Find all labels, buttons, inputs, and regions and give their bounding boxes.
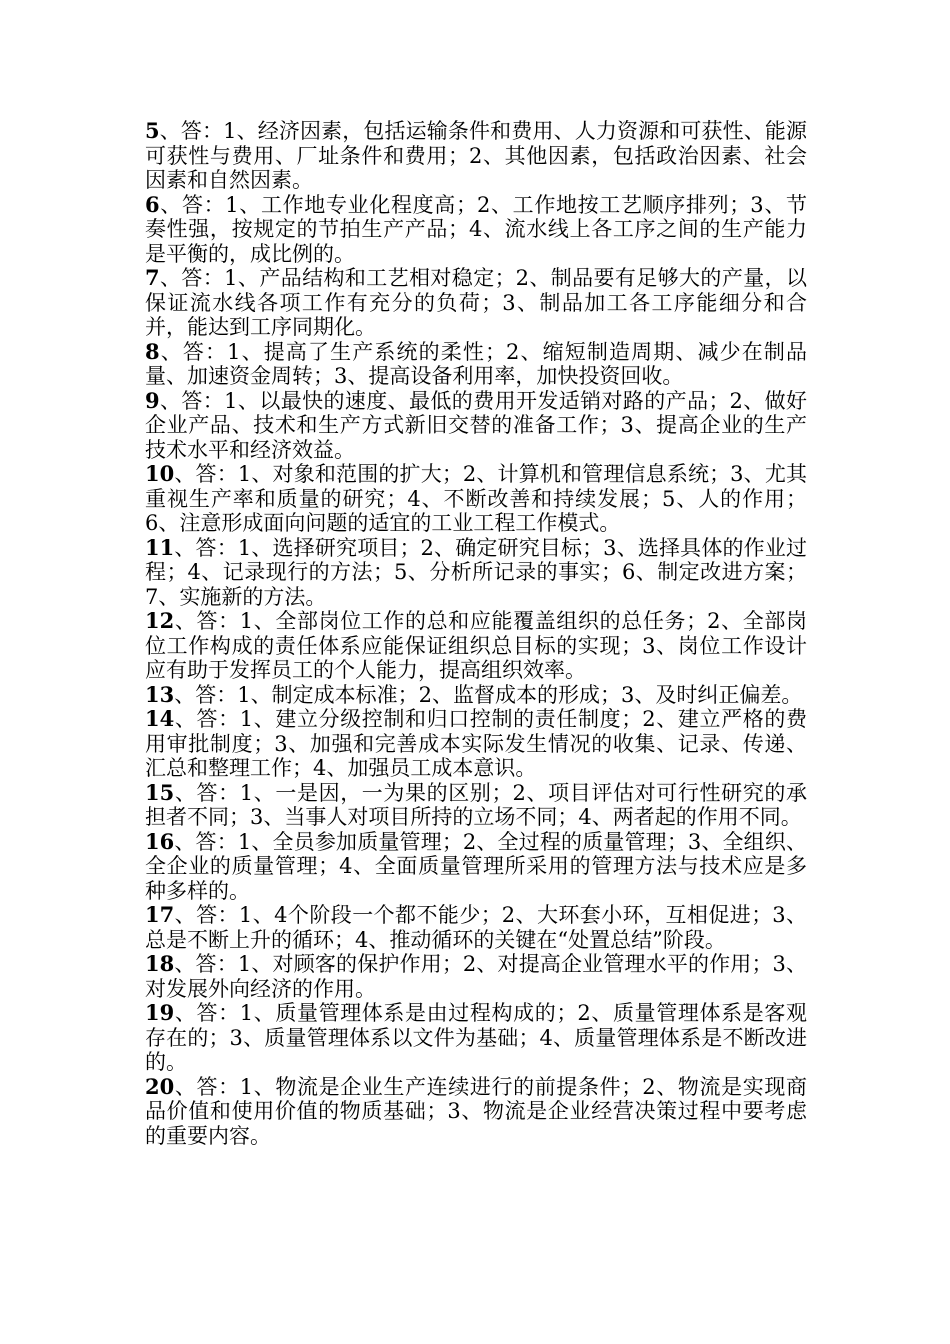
answer-text: 、答：1、制定成本标准；2、监督成本的形成；3、及时纠正偏差。 (174, 682, 803, 707)
answer-number: 17 (145, 902, 175, 927)
answer-number: 20 (145, 1073, 175, 1099)
answer-8 (145, 340, 807, 389)
answer-number: 13 (145, 681, 175, 707)
answer-number: 18 (145, 951, 175, 976)
answer-number: 5 (145, 118, 160, 143)
answer-20 (145, 1075, 807, 1149)
answer-18 (145, 952, 807, 1001)
answer-number: 14 (145, 706, 175, 731)
answer-text: 、答：1、经济因素，包括运输条件和费用、人力资源和可获性、能源可获性与费用、厂址条件和费用；2、其他因素，包括政治因素、社会因素和自然因素。 (145, 119, 807, 192)
answer-11 (145, 536, 807, 610)
answer-12 (145, 609, 807, 683)
answer-text: 、答：1、工作地专业化程度高；2、工作地按工艺顺序排列；3、节奏性强，按规定的节拍生产产品；4、流水线上各工序之间的生产能力是平衡的，成比例的。 (145, 192, 807, 266)
answer-text: 、答：1、全部岗位工作的总和应能覆盖组织的总任务；2、全部岗位工作构成的责任体系应能保证组织总目标的实现；3、岗位工作设计应有助于发挥员工的个人能力，提高组织效率。 (145, 609, 807, 682)
answer-text: 、答：1、物流是企业生产连续进行的前提条件；2、物流是实现商品价值和使用价值的物质基础；3、物流是企业经营决策过程中要考虑的重要内容。 (145, 1074, 807, 1148)
answer-number: 19 (145, 1000, 175, 1025)
answer-text: 、答：1、一是因，一为果的区别；2、项目评估对可行性研究的承担者不同；3、当事人对项目所持的立场不同；4、两者起的作用不同。 (145, 780, 807, 829)
answer-text: 、答：1、选择研究项目；2、确定研究目标；3、选择具体的作业过程；4、记录现行的方法；5、分析所记录的事实；6、制定改进方案；7、实施新的方法。 (145, 535, 807, 609)
answer-number: 6 (145, 191, 160, 217)
document-page (145, 119, 807, 1148)
answer-15 (145, 781, 807, 830)
answer-16 (145, 830, 807, 904)
answer-number: 9 (145, 387, 160, 413)
answer-text: 、答：1、对顾客的保护作用；2、对提高企业管理水平的作用；3、对发展外向经济的作用。 (145, 952, 807, 1001)
answer-text: 、答：1、全员参加质量管理；2、全过程的质量管理；3、全组织、全企业的质量管理；4、全面质量管理所采用的管理方法与技术应是多种多样的。 (145, 829, 807, 903)
answer-text: 、答：1、建立分级控制和归口控制的责任制度；2、建立严格的费用审批制度；3、加强和完善成本实际发生情况的收集、记录、传递、汇总和整理工作；4、加强员工成本意识。 (145, 707, 807, 780)
answer-text: 、答：1、提高了生产系统的柔性；2、缩短制造周期、减少在制品量、加速资金周转；3、提高设备利用率，加快投资回收。 (145, 339, 807, 388)
answer-text: 、答：1、质量管理体系是由过程构成的；2、质量管理体系是客观存在的；3、质量管理体系以文件为基础；4、质量管理体系是不断改进的。 (145, 1001, 807, 1074)
answer-19 (145, 1001, 807, 1075)
answer-17 (145, 903, 807, 952)
answer-text: 、答：1、对象和范围的扩大；2、计算机和管理信息系统；3、尤其重视生产率和质量的研究；4、不断改善和持续发展；5、人的作用；6、注意形成面向问题的适宜的工业工程工作模式。 (145, 462, 807, 535)
answer-6 (145, 193, 807, 267)
answer-number: 10 (145, 461, 175, 486)
answer-number: 15 (145, 779, 175, 805)
answer-number: 16 (145, 828, 175, 854)
answer-14 (145, 707, 807, 781)
answer-7 (145, 266, 807, 340)
answer-number: 11 (145, 534, 175, 560)
answer-13 (145, 683, 807, 708)
answer-10 (145, 462, 807, 536)
answer-text: 、答：1、产品结构和工艺相对稳定；2、制品要有足够大的产量，以保证流水线各项工作有充分的负荷；3、制品加工各工序能细分和合并，能达到工序同期化。 (145, 266, 807, 339)
answer-5 (145, 119, 807, 193)
answer-number: 7 (145, 265, 160, 290)
answer-text: 、答：1、4个阶段一个都不能少；2、大环套小环，互相促进；3、总是不断上升的循环；4、推动循环的关键在“处置总结”阶段。 (145, 903, 807, 952)
answer-9 (145, 389, 807, 463)
answer-number: 8 (145, 338, 160, 364)
answer-text: 、答：1、以最快的速度、最低的费用开发适销对路的产品；2、做好企业产品、技术和生产方式新旧交替的准备工作；3、提高企业的生产技术水平和经济效益。 (145, 388, 807, 462)
answer-number: 12 (145, 608, 175, 633)
